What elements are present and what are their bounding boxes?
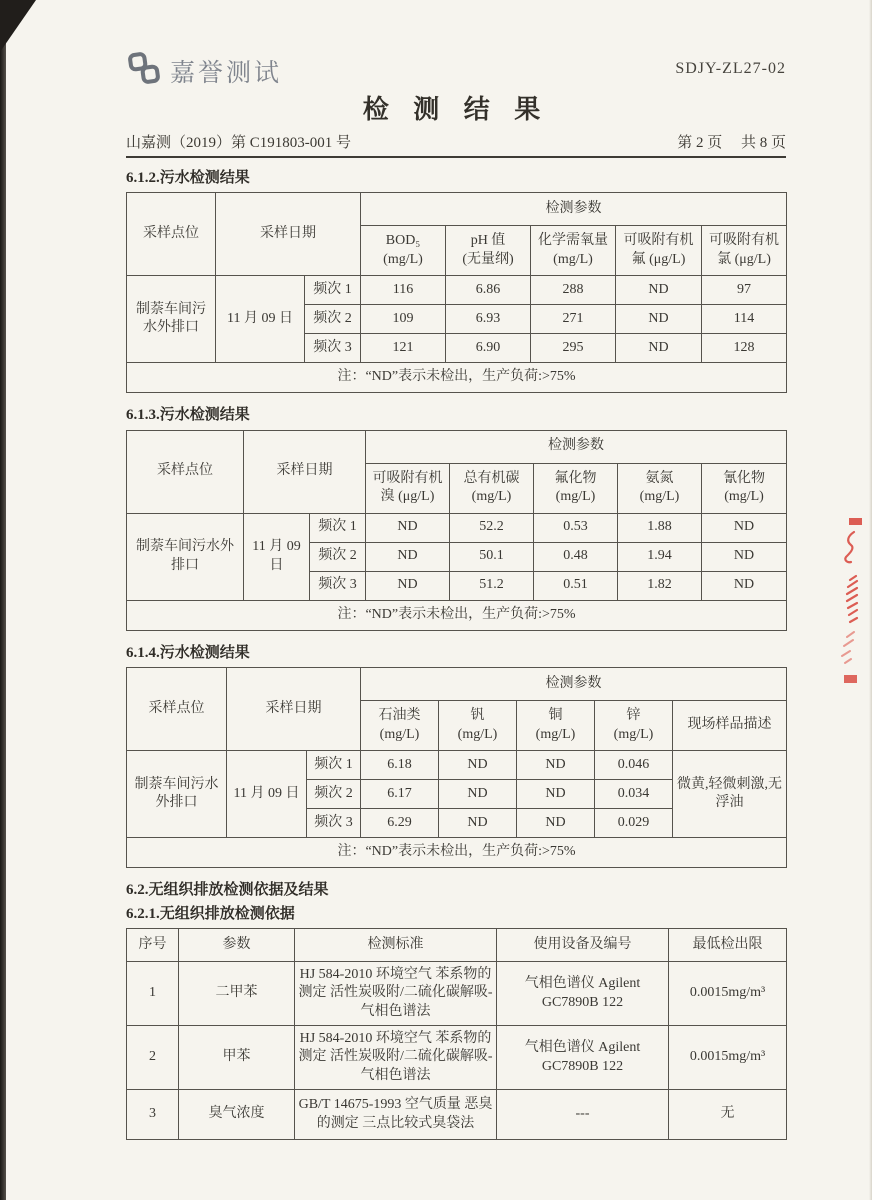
param-cell: 二甲苯: [179, 962, 295, 1026]
param-header: [450, 463, 534, 513]
freq-cell: 频次 3: [307, 809, 361, 838]
freq-cell: 频次 2: [305, 305, 361, 334]
param-unit: 溴 (μg/L): [380, 489, 435, 504]
param-name: 氨氮: [645, 470, 674, 486]
param-name: 石油类: [378, 708, 421, 724]
company-logo: [126, 50, 282, 91]
value-cell: ND: [366, 542, 450, 571]
col-header-date: 采样日期: [244, 430, 366, 513]
value-cell: 52.2: [450, 513, 534, 542]
equipment-cell: ---: [497, 1090, 669, 1140]
sample-point-cell: 制萘车间污水外排口: [127, 276, 216, 363]
value-cell: ND: [366, 571, 450, 600]
seq-cell: 2: [127, 1026, 179, 1090]
param-header: [366, 463, 450, 513]
standard-cell: HJ 584-2010 环境空气 苯系物的测定 活性炭吸附/二硫化碳解吸-气相色谱法: [295, 1026, 497, 1090]
desc-header: 现场样品描述: [673, 701, 787, 751]
value-cell: 288: [531, 276, 616, 305]
value-cell: ND: [616, 276, 702, 305]
section-heading-613: 6.1.3.污水检测结果: [126, 407, 250, 423]
freq-cell: 频次 1: [310, 513, 366, 542]
wastewater-table-613: [126, 430, 787, 631]
value-cell: 97: [702, 276, 787, 305]
value-cell: 271: [531, 305, 616, 334]
report-page: [126, 0, 786, 1140]
value-cell: 0.046: [595, 751, 673, 780]
freq-cell: 频次 3: [305, 334, 361, 363]
param-unit: (mg/L): [471, 489, 512, 504]
param-header: [531, 226, 616, 276]
value-cell: 0.029: [595, 809, 673, 838]
limit-col-header: 最低检出限: [669, 929, 787, 962]
param-name: 氰化物: [723, 470, 766, 486]
param-name: 锌: [626, 708, 641, 724]
value-cell: 109: [361, 305, 446, 334]
report-number: 山嘉测（2019）第 C191803-001 号: [126, 134, 352, 151]
value-cell: 116: [361, 276, 446, 305]
param-header: [439, 701, 517, 751]
note-row: 注：“ND”表示未检出，生产负荷:>75%: [127, 838, 787, 868]
seq-header: 序号: [127, 929, 179, 962]
param-unit: (mg/L): [379, 726, 420, 742]
param-unit: (mg/L): [553, 251, 593, 267]
value-cell: 0.51: [534, 571, 618, 600]
param-name: 钒: [470, 708, 485, 724]
col-header-date: 采样日期: [227, 668, 361, 751]
value-cell: ND: [517, 751, 595, 780]
freq-cell: 频次 2: [307, 780, 361, 809]
red-seal-marks: [820, 510, 872, 695]
value-cell: ND: [702, 571, 787, 600]
param-unit: (mg/L): [383, 251, 423, 267]
note-row: 注：“ND”表示未检出，生产负荷:>75%: [127, 363, 787, 393]
standard-cell: GB/T 14675-1993 空气质量 恶臭的测定 三点比较式臭袋法: [295, 1090, 497, 1140]
param-name: 可吸附有机: [709, 233, 780, 249]
limit-cell: 0.0015mg/m³: [669, 962, 787, 1026]
param-unit: (mg/L): [613, 726, 654, 742]
param-name: 化学需氧量: [538, 233, 608, 249]
param-header: [361, 701, 439, 751]
param-name: 可吸附有机: [372, 470, 443, 486]
value-cell: ND: [702, 542, 787, 571]
param-header: [517, 701, 595, 751]
col-header-date: 采样日期: [216, 193, 361, 276]
value-cell: 121: [361, 334, 446, 363]
value-cell: ND: [439, 780, 517, 809]
freq-cell: 频次 1: [305, 276, 361, 305]
value-cell: 50.1: [450, 542, 534, 571]
section-heading-614: 6.1.4.污水检测结果: [126, 644, 250, 661]
equipment-cell: 气相色谱仪 Agilent GC7890B 122: [497, 1026, 669, 1090]
scan-corner-shadow: [0, 0, 36, 52]
param-name: BOD₅: [385, 233, 421, 249]
param-unit: (mg/L): [535, 726, 576, 742]
value-cell: ND: [517, 780, 595, 809]
value-cell: ND: [616, 334, 702, 363]
value-cell: ND: [439, 809, 517, 838]
param-header: [446, 226, 531, 276]
standard-col-header: 检测标准: [295, 929, 497, 962]
param-unit: (无量纲): [462, 251, 514, 267]
limit-cell: 无: [669, 1090, 787, 1140]
col-header-params: 检测参数: [361, 668, 787, 701]
sample-desc-cell: 微黄,轻微刺激,无浮油: [673, 751, 787, 838]
param-unit: (mg/L): [639, 489, 680, 504]
param-name: pH 值: [470, 233, 506, 249]
col-header-params: 检测参数: [366, 430, 787, 463]
param-header: [534, 463, 618, 513]
equipment-cell: 气相色谱仪 Agilent GC7890B 122: [497, 962, 669, 1026]
param-unit: (mg/L): [555, 489, 596, 504]
param-name: 总有机碳: [463, 470, 520, 486]
value-cell: 0.48: [534, 542, 618, 571]
param-unit: 氟 (μg/L): [631, 251, 686, 267]
param-name: 铜: [548, 708, 563, 724]
equipment-col-header: 使用设备及编号: [497, 929, 669, 962]
sample-point-cell: 制萘车间污水外排口: [127, 513, 244, 600]
value-cell: 51.2: [450, 571, 534, 600]
param-unit: 氯 (μg/L): [717, 251, 771, 267]
col-header-point: 采样点位: [127, 193, 216, 276]
value-cell: 295: [531, 334, 616, 363]
value-cell: 114: [702, 305, 787, 334]
param-unit: (mg/L): [457, 726, 498, 742]
company-name: 嘉誉测试: [170, 59, 283, 87]
limit-cell: 0.0015mg/m³: [669, 1026, 787, 1090]
section-heading-62: 6.2.无组织排放检测依据及结果: [126, 882, 329, 898]
note-row: 注：“ND”表示未检出，生产负荷:>75%: [127, 600, 787, 630]
knot-logo-icon: [126, 50, 162, 91]
sample-point-cell: 制萘车间污水外排口: [127, 751, 227, 838]
sample-date-cell: 11 月 09 日: [244, 513, 310, 600]
param-header: [702, 463, 787, 513]
value-cell: 6.93: [446, 305, 531, 334]
value-cell: ND: [439, 751, 517, 780]
value-cell: ND: [517, 809, 595, 838]
scan-edge-left: [0, 0, 6, 1200]
param-header: [595, 701, 673, 751]
value-cell: 6.86: [446, 276, 531, 305]
param-unit: (mg/L): [724, 489, 764, 504]
section-heading-612: 6.1.2.污水检测结果: [126, 169, 250, 186]
param-header: [702, 226, 787, 276]
freq-cell: 频次 3: [310, 571, 366, 600]
param-name: 可吸附有机: [623, 233, 694, 249]
value-cell: 6.29: [361, 809, 439, 838]
form-code: SDJY-ZL27-02: [675, 60, 786, 77]
value-cell: 6.90: [446, 334, 531, 363]
value-cell: ND: [616, 305, 702, 334]
freq-cell: 频次 2: [310, 542, 366, 571]
doc-number-line: [126, 131, 786, 158]
value-cell: ND: [366, 513, 450, 542]
emission-basis-table-621: [126, 928, 787, 1140]
wastewater-table-612: [126, 192, 787, 393]
param-col-header: 参数: [179, 929, 295, 962]
sample-date-cell: 11 月 09 日: [216, 276, 305, 363]
col-header-point: 采样点位: [127, 430, 244, 513]
seq-cell: 1: [127, 962, 179, 1026]
page-indicator: 第 2 页 共 8 页: [677, 134, 786, 151]
col-header-params: 检测参数: [361, 193, 787, 226]
section-heading-621: 6.2.1.无组织排放检测依据: [126, 905, 295, 922]
param-name: 氟化物: [554, 470, 597, 486]
value-cell: 0.034: [595, 780, 673, 809]
value-cell: 0.53: [534, 513, 618, 542]
value-cell: 1.82: [618, 571, 702, 600]
page-title: 检 测 结 果: [362, 95, 550, 124]
freq-cell: 频次 1: [307, 751, 361, 780]
value-cell: 1.94: [618, 542, 702, 571]
seq-cell: 3: [127, 1090, 179, 1140]
param-header: [618, 463, 702, 513]
param-header: [361, 226, 446, 276]
col-header-point: 采样点位: [127, 668, 227, 751]
sample-date-cell: 11 月 09 日: [227, 751, 307, 838]
param-cell: 臭气浓度: [179, 1090, 295, 1140]
value-cell: 1.88: [618, 513, 702, 542]
param-header: [616, 226, 702, 276]
value-cell: 6.18: [361, 751, 439, 780]
value-cell: 128: [702, 334, 787, 363]
standard-cell: HJ 584-2010 环境空气 苯系物的测定 活性炭吸附/二硫化碳解吸-气相色谱法: [295, 962, 497, 1026]
value-cell: 6.17: [361, 780, 439, 809]
wastewater-table-614: [126, 667, 787, 868]
report-header: [126, 50, 786, 92]
value-cell: ND: [702, 513, 787, 542]
param-cell: 甲苯: [179, 1026, 295, 1090]
